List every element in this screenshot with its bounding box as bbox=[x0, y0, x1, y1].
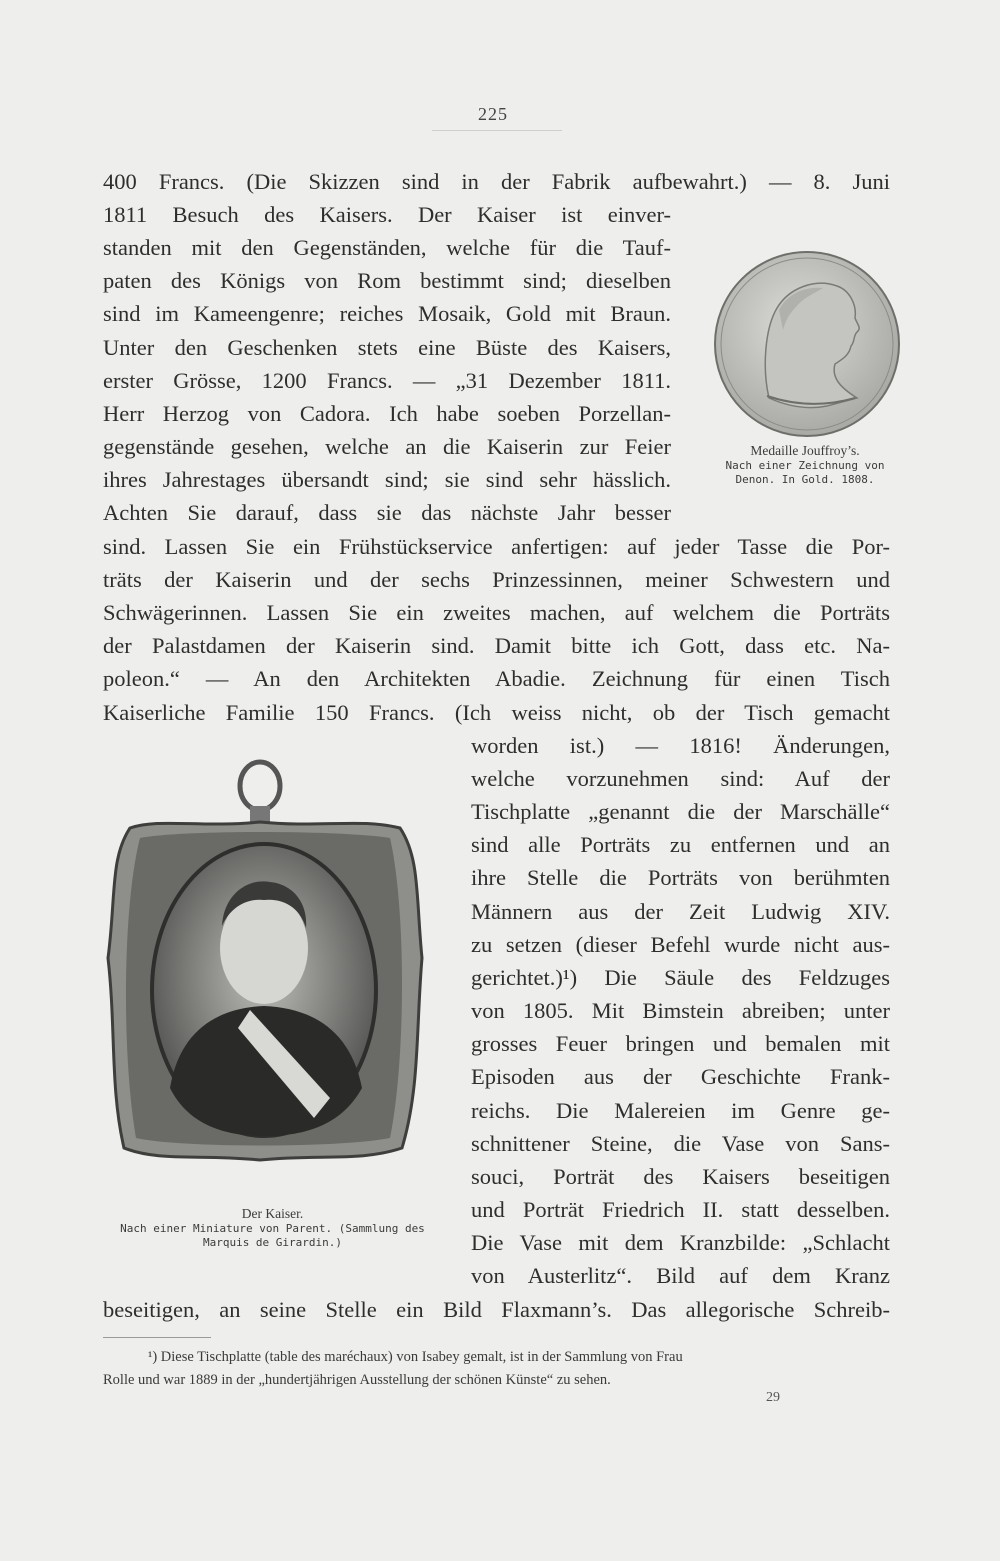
medal-caption-title: Medaille Jouffroy’s. bbox=[750, 443, 860, 458]
body-line: ihres Jahrestages übersandt sind; sie sind sehr hässlich. bbox=[103, 467, 671, 492]
signature-mark: 29 bbox=[766, 1390, 780, 1405]
body-line: schnittener Steine, die Vase von Sans- bbox=[471, 1131, 890, 1156]
body-line: der Palastdamen der Kaiserin sind. Damit bitte ich Gott, dass etc. Na- bbox=[103, 633, 890, 658]
medal-caption bbox=[707, 442, 903, 487]
portrait-caption-line: Marquis de Girardin.) bbox=[202, 1236, 343, 1249]
body-line: 400 Francs. (Die Skizzen sind in der Fabrik aufbewahrt.) — 8. Juni bbox=[103, 169, 890, 194]
body-line: zu setzen (dieser Befehl wurde nicht aus- bbox=[471, 932, 890, 957]
portrait-caption-title: Der Kaiser. bbox=[241, 1206, 304, 1221]
body-line: beseitigen, an seine Stelle ein Bild Flaxmann’s. Das allegorische Schreib- bbox=[103, 1297, 890, 1322]
body-line: gerichtet.)¹) Die Säule des Feldzuges bbox=[471, 965, 890, 990]
page-number: 225 bbox=[478, 104, 508, 124]
body-line: Schwägerinnen. Lassen Sie ein zweites machen, auf welchem die Porträts bbox=[103, 600, 890, 625]
body-line: Kaiserliche Familie 150 Francs. (Ich weiss nicht, ob der Tisch gemacht bbox=[103, 700, 890, 725]
body-line: 1811 Besuch des Kaisers. Der Kaiser ist einver- bbox=[103, 202, 671, 227]
body-line: poleon.“ — An den Architekten Abadie. Zeichnung für einen Tisch bbox=[103, 666, 890, 691]
body-line: reichs. Die Malereien im Genre ge- bbox=[471, 1098, 890, 1123]
body-line: souci, Porträt des Kaisers beseitigen bbox=[471, 1164, 890, 1189]
body-line: Herr Herzog von Cadora. Ich habe soeben Porzellan- bbox=[103, 401, 671, 426]
footnote-line: ¹) Diese Tischplatte (table des maréchaux) von Isabey gemalt, ist in der Sammlung von Frau bbox=[148, 1349, 683, 1365]
body-line: Die Vase mit dem Kranzbilde: „Schlacht bbox=[471, 1230, 890, 1255]
body-line: Achten Sie darauf, dass sie das nächste Jahr besser bbox=[103, 500, 671, 525]
body-line: von 1805. Mit Bimstein abreiben; unter bbox=[471, 998, 890, 1023]
portrait-image bbox=[100, 758, 440, 1198]
body-line: welche vorzunehmen sind: Auf der bbox=[471, 766, 890, 791]
body-line: gegenstände gesehen, welche an die Kaiserin zur Feier bbox=[103, 434, 671, 459]
body-line: Tischplatte „genannt die der Marschälle“ bbox=[471, 799, 890, 824]
body-line: von Austerlitz“. Bild auf dem Kranz bbox=[471, 1263, 890, 1288]
footnote-line: Rolle und war 1889 in der „hundertjährigen Ausstellung der schönen Künste“ zu sehen. bbox=[103, 1372, 611, 1388]
body-line: sind im Kameengenre; reiches Mosaik, Gold mit Braun. bbox=[103, 301, 671, 326]
body-line: Episoden aus der Geschichte Frank- bbox=[471, 1064, 890, 1089]
medal-caption-line: Denon. In Gold. 1808. bbox=[735, 473, 875, 486]
body-line: worden ist.) — 1816! Änderungen, bbox=[471, 733, 890, 758]
body-line: sind. Lassen Sie ein Frühstückservice anfertigen: auf jeder Tasse die Por- bbox=[103, 534, 890, 559]
footnote-rule bbox=[103, 1337, 211, 1338]
body-line: grosses Feuer bringen und bemalen mit bbox=[471, 1031, 890, 1056]
body-line: träts der Kaiserin und der sechs Prinzessinnen, meiner Schwestern und bbox=[103, 567, 890, 592]
body-line: ihre Stelle die Porträts von berühmten bbox=[471, 865, 890, 890]
body-line: standen mit den Gegenständen, welche für die Tauf- bbox=[103, 235, 671, 260]
body-line: Unter den Geschenken stets eine Büste des Kaisers, bbox=[103, 335, 671, 360]
portrait-caption-line: Nach einer Miniature von Parent. (Sammlung des bbox=[120, 1222, 425, 1235]
body-line: paten des Königs von Rom bestimmt sind; dieselben bbox=[103, 268, 671, 293]
header-rule bbox=[432, 130, 562, 131]
body-line: und Porträt Friedrich II. statt desselben. bbox=[471, 1197, 890, 1222]
body-line: Männern aus der Zeit Ludwig XIV. bbox=[471, 899, 890, 924]
medal-image bbox=[707, 248, 907, 440]
body-line: sind alle Porträts zu entfernen und an bbox=[471, 832, 890, 857]
portrait-caption bbox=[100, 1205, 445, 1250]
medal-caption-line: Nach einer Zeichnung von bbox=[725, 459, 885, 472]
body-line: erster Grösse, 1200 Francs. — „31 Dezember 1811. bbox=[103, 368, 671, 393]
